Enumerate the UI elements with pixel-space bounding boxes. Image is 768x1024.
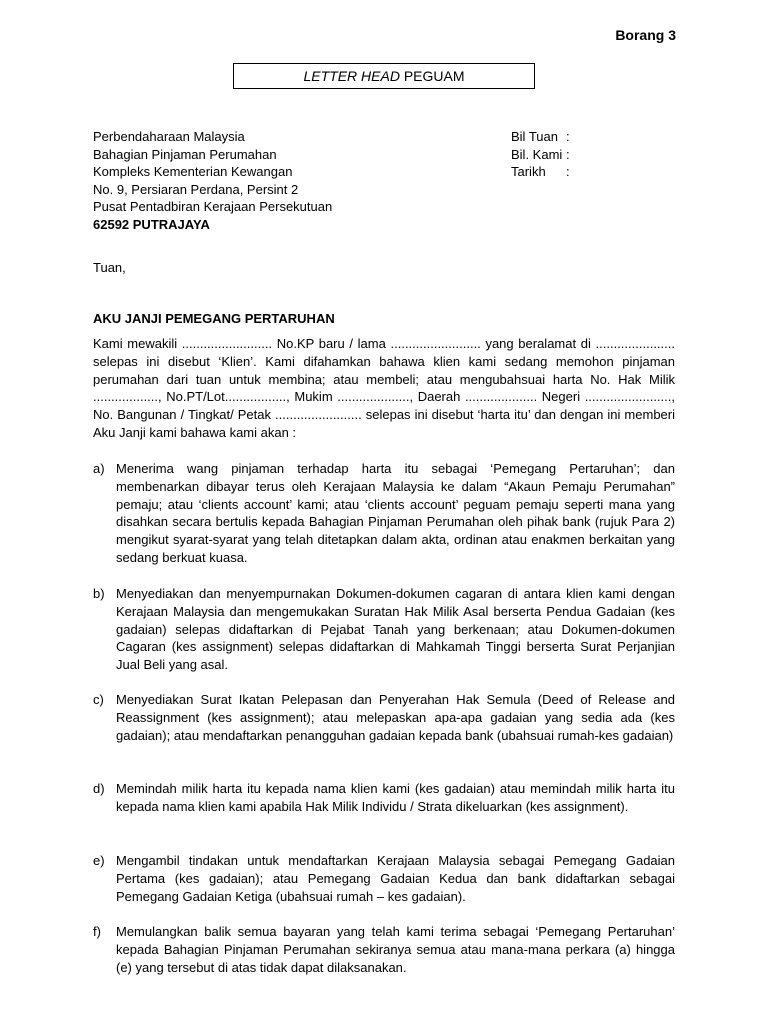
letterhead-italic: LETTER HEAD xyxy=(303,68,400,84)
form-number: Borang 3 xyxy=(615,27,676,43)
item-letter: f) xyxy=(93,924,101,939)
letterhead-box xyxy=(233,63,535,89)
letterhead-normal: PEGUAM xyxy=(399,68,465,84)
list-item xyxy=(93,780,675,816)
item-text: Memindah milik harta itu kepada nama klien kami (kes gadaian) atau memindah milik harta itu kepada nama klien kami apabila Hak Milik Individu / Strata dikeluarkan (kes assignment). xyxy=(116,781,675,814)
ref-colon: : xyxy=(566,146,570,162)
item-letter: e) xyxy=(93,853,105,868)
item-letter: a) xyxy=(93,461,105,476)
item-letter: d) xyxy=(93,781,105,796)
ref-colon: : xyxy=(566,129,570,144)
ref-label: Bil. Kami xyxy=(511,146,563,162)
list-item xyxy=(93,460,675,567)
ref-label: Tarikh xyxy=(511,164,546,180)
item-letter: b) xyxy=(93,586,105,601)
list-item xyxy=(93,585,675,674)
ref-label: Bil Tuan xyxy=(511,129,558,144)
address-line: Bahagian Pinjaman Perumahan xyxy=(93,146,277,162)
item-text: Mengambil tindakan untuk mendaftarkan Kerajaan Malaysia sebagai Pemegang Gadaian Pertama (kes gadaian); atau Pemegang Gadaian Kedua dan bank didaftarkan sebagai Pemegang Gadaian Ketiga (ubahsuai rumah – kes gadaian). xyxy=(116,853,675,904)
list-item xyxy=(93,852,675,905)
recipient-address xyxy=(93,128,332,234)
document-title: AKU JANJI PEMEGANG PERTARUHAN xyxy=(93,311,335,326)
ref-bil-tuan xyxy=(511,128,570,146)
list-item xyxy=(93,691,675,744)
intro-paragraph: Kami mewakili ......................... No.KP baru / lama ......................... yang beralamat di ...................... selepas ini disebut ‘Klien’. Kami difahamkan bahawa klien kami sedang memohon pinjaman perumahan dari tuan untuk membina; atau membeli; atau mengubahsuai harta No. Hak Milik .................., No.PT/Lot................., Mukim ...................., Daerah .................... Negeri ........................, No. Bangunan / Tingkat/ Petak ........................ selepas ini disebut ‘harta itu’ dan dengan ini memberi Aku Janji kami bahawa kami akan : xyxy=(93,336,675,440)
ref-colon: : xyxy=(566,164,570,180)
address-line: Perbendaharaan Malaysia xyxy=(93,129,245,144)
address-postcode: 62592 PUTRAJAYA xyxy=(93,216,210,232)
address-line: Pusat Pentadbiran Kerajaan Persekutuan xyxy=(93,199,333,215)
item-text: Menyediakan dan menyempurnakan Dokumen-dokumen cagaran di antara klien kami dengan Kerajaan Malaysia dan mengemukakan Suratan Hak Milik Asal berserta Pendua Gadaian (kes gadaian) selepas didaftarkan di Pejabat Tanah yang berkenaan; atau Dokumen-dokumen Cagaran (kes assignment) selepas didaftarkan di Mahkamah Tinggi berserta Surat Perjanjian Jual Beli yang asal. xyxy=(116,586,675,673)
ref-tarikh xyxy=(511,163,570,181)
salutation: Tuan, xyxy=(93,260,126,275)
item-text: Memulangkan balik semua bayaran yang telah kami terima sebagai ‘Pemegang Pertaruhan’ kepada Bahagian Pinjaman Perumahan sekiranya semua atau mana-mana perkara (a) hingga (e) yang tersebut di atas tidak dapat dilaksanakan. xyxy=(116,924,675,975)
item-text: Menerima wang pinjaman terhadap harta itu sebagai ‘Pemegang Pertaruhan’; dan membenarkan dibayar terus oleh Kerajaan Malaysia ke dalam “Akaun Pemaju Perumahan” pemaju; atau ‘clients account’ kami; atau ‘clients account’ peguam pemaju seperti mana yang disahkan secara bertulis kepada Bahagian Pinjaman Perumahan oleh pihak bank (rujuk Para 2) mengikut syarat-syarat yang telah ditetapkan dalam akta, ordinan atau enakmen berkaitan yang sedang berkuat kuasa. xyxy=(116,461,675,565)
item-letter: c) xyxy=(93,692,104,707)
item-text: Menyediakan Surat Ikatan Pelepasan dan Penyerahan Hak Semula (Deed of Release and Reassignment (kes assignment); atau melepaskan apa-apa gadaian yang sedia ada (kes gadaian); atau mendaftarkan penangguhan gadaian kepada bank (ubahsuai rumah-kes gadaian) xyxy=(116,692,675,743)
address-line: Kompleks Kementerian Kewangan xyxy=(93,164,293,180)
list-item xyxy=(93,923,675,976)
address-line: No. 9, Persiaran Perdana, Persint 2 xyxy=(93,181,299,197)
ref-bil-kami xyxy=(511,146,570,164)
reference-block xyxy=(511,128,570,181)
